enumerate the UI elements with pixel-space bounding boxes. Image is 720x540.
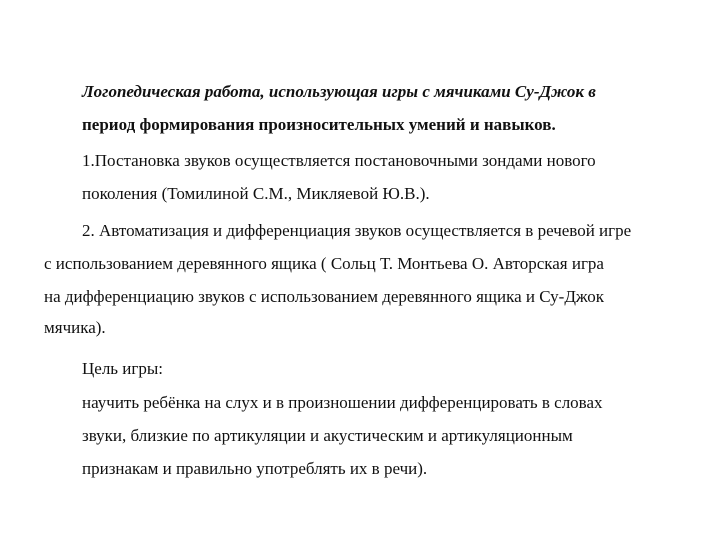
heading-line-2: период формирования произносительных умений и навыков. xyxy=(82,115,556,134)
item-2-line-2: с использованием деревянного ящика ( Сольц Т. Монтьева О. Авторская игра xyxy=(44,254,604,273)
item-2-line-4: мячика). xyxy=(44,318,106,337)
goal-line-3: признакам и правильно употреблять их в речи). xyxy=(82,459,428,478)
item-2-line-3: на дифференциацию звуков с использованием деревянного ящика и Су-Джок xyxy=(44,287,605,306)
item-2-line-1: 2. Автоматизация и дифференциация звуков осуществляется в речевой игре xyxy=(82,221,632,240)
heading-line-1: Логопедическая работа, использующая игры с мячиками Су-Джок в xyxy=(82,82,596,101)
goal-label: Цель игры: xyxy=(82,359,164,378)
goal-line-1: научить ребёнка на слух и в произношении дифференцировать в словах xyxy=(82,393,603,412)
goal-line-2: звуки, близкие по артикуляции и акустическим и артикуляционным xyxy=(82,426,573,445)
item-1-line-2: поколения (Томилиной С.М., Микляевой Ю.В.). xyxy=(82,184,430,203)
item-1-line-1: 1.Постановка звуков осуществляется постановочными зондами нового xyxy=(82,151,596,170)
